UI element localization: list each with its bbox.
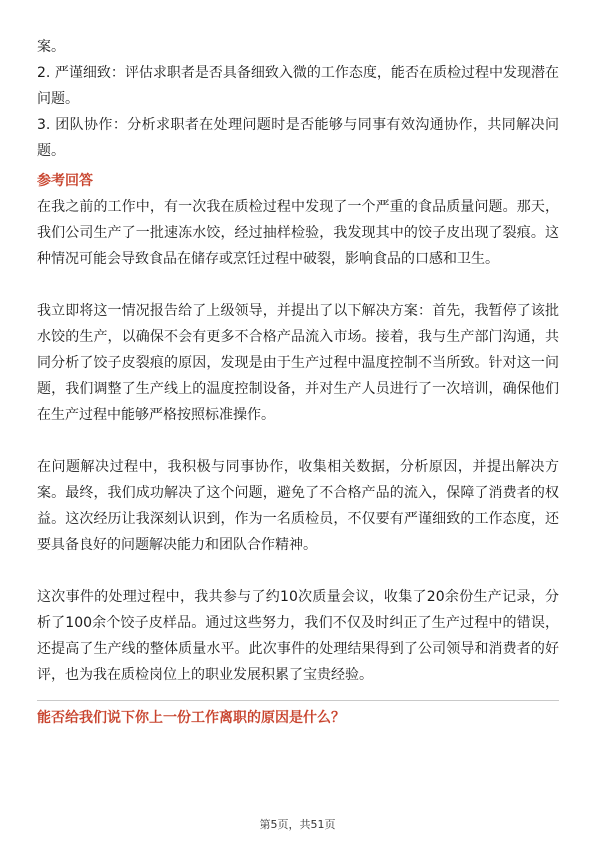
paragraph-gap xyxy=(37,272,559,298)
document-body xyxy=(37,34,559,729)
answer-paragraph: 在我之前的工作中，有一次我在质检过程中发现了一个严重的食品质量问题。那天，我们公司生产了一批速冻水饺，经过抽样检验，我发现其中的饺子皮出现了裂痕。这种情况可能会导致食品在储存或烹饪过程中破裂，影响食品的口感和卫生。 xyxy=(37,199,559,267)
next-question-heading: 能否给我们说下你上一份工作离职的原因是什么？ xyxy=(37,710,345,726)
paragraph-gap xyxy=(37,428,559,454)
answer-paragraph: 在问题解决过程中，我积极与同事协作，收集相关数据，分析原因，并提出解决方案。最终，我们成功解决了这个问题，避免了不合格产品的流入，保障了消费者的权益。这次经历让我深刻认识到，作为一名质检员，不仅要有严谨细致的工作态度，还要具备良好的问题解决能力和团队合作精神。 xyxy=(37,459,559,553)
section-divider xyxy=(37,700,559,701)
criterion-attention-to-detail: 2. 严谨细致：评估求职者是否具备细致入微的工作态度，能否在质检过程中发现潜在问题。 xyxy=(37,65,559,107)
answer-heading: 参考回答 xyxy=(37,173,93,189)
paragraph-gap xyxy=(37,558,559,584)
answer-paragraph: 这次事件的处理过程中，我共参与了约10次质量会议，收集了20余份生产记录，分析了100余个饺子皮样品。通过这些努力，我们不仅及时纠正了生产过程中的错误，还提高了生产线的整体质量水平。此次事件的处理结果得到了公司领导和消费者的好评，也为我在质检岗位上的职业发展积累了宝贵经验。 xyxy=(37,589,559,683)
criterion-teamwork: 3. 团队协作：分析求职者在处理问题时是否能够与同事有效沟通协作，共同解决问题。 xyxy=(37,117,559,159)
continued-text: 案。 xyxy=(37,39,65,55)
answer-paragraph: 我立即将这一情况报告给了上级领导，并提出了以下解决方案：首先，我暂停了该批水饺的生产，以确保不会有更多不合格产品流入市场。接着，我与生产部门沟通，共同分析了饺子皮裂痕的原因，发现是由于生产过程中温度控制不当所致。针对这一问题，我们调整了生产线上的温度控制设备，并对生产人员进行了一次培训，确保他们在生产过程中能够严格按照标准操作。 xyxy=(37,303,559,423)
page-footer: 第5页，共51页 xyxy=(259,818,336,831)
